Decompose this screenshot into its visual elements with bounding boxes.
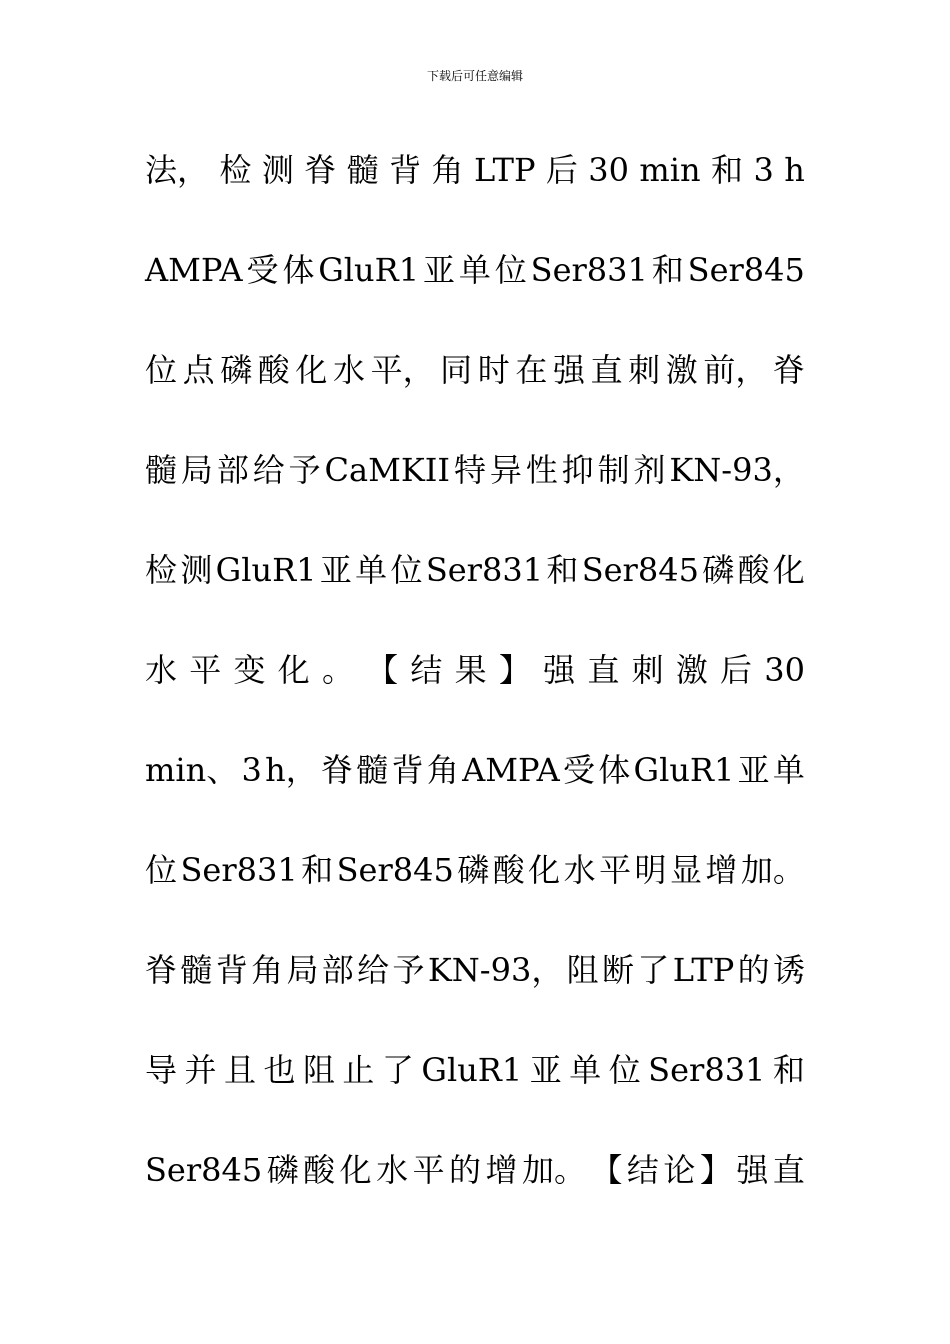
text-segment: GluR1 [633,751,735,789]
header-note: 下载后可任意编辑 [426,69,523,83]
text-segment: 同 [440,351,473,389]
text-segment: 加。 [740,851,805,889]
text-segment: 强 [543,651,576,689]
text-segment: 直 [590,351,623,389]
text-segment: 位 [608,1051,641,1089]
text-line [145,920,805,1020]
text-segment: AMPA [145,251,243,289]
text-segment: 果 [454,651,487,689]
text-segment: 位 [390,551,423,589]
text-segment: 测 [261,151,294,189]
text-segment: 检 [145,551,178,589]
text-segment: 了 [381,1051,414,1089]
text-segment: 平， [370,351,435,389]
text-segment: 和 [772,1051,805,1089]
text-segment: 水 [376,1151,409,1189]
text-segment: 的 [449,1151,482,1189]
text-segment: 增 [485,1151,518,1189]
text-segment: 测 [180,551,213,589]
text-segment: 前， [703,351,768,389]
text-segment: h [784,151,805,189]
text-segment: 体 [282,251,315,289]
text-segment: 】 [699,1151,732,1189]
text-segment: 脊 [320,751,353,789]
text-segment: 角 [426,751,459,789]
text-segment: 。 [321,651,354,689]
text-segment: Ser845 [581,551,699,589]
text-line [145,120,805,220]
text-segment: 后 [545,151,578,189]
text-segment: LTP [473,151,536,189]
text-segment: 酸 [303,1151,336,1189]
text-line [145,420,805,520]
text-segment: 平 [412,1151,445,1189]
text-segment: 导 [145,1051,178,1089]
text-segment: 单 [772,751,805,789]
text-segment: 3 [241,751,262,789]
text-line [145,520,805,620]
text-segment: KN-93， [669,451,805,489]
text-segment: 单 [458,251,491,289]
text-segment: 刺 [631,651,664,689]
text-segment: 阻 [566,951,599,989]
text-segment: 论 [663,1151,696,1189]
text-segment: 化 [277,651,310,689]
text-segment: LTP [672,951,735,989]
text-segment: 水 [145,651,178,689]
text-segment: 位 [145,851,178,889]
text-segment: 3 [753,151,774,189]
text-segment: AMPA [462,751,560,789]
text-segment: 髓 [145,451,178,489]
text-segment: 和 [711,151,744,189]
text-segment: 角 [251,951,284,989]
text-segment: 也 [263,1051,296,1089]
text-segment: 变 [233,651,266,689]
text-segment: 明 [634,851,667,889]
text-line [145,320,805,420]
text-segment: 抑 [561,451,594,489]
text-segment: 角 [431,151,464,189]
text-segment: 背 [391,751,424,789]
text-segment: 断 [602,951,635,989]
text-segment: 酸 [492,851,525,889]
text-segment: 的 [737,951,770,989]
text-segment: 平 [599,851,632,889]
text-segment: 单 [355,551,388,589]
text-line [145,1020,805,1120]
text-segment: 结 [410,651,443,689]
text-segment: 予 [288,451,321,489]
text-segment: 位 [145,351,178,389]
text-segment: 【 [366,651,399,689]
text-segment: 和 [651,251,684,289]
text-segment: 化 [772,551,805,589]
text-segment: 髓 [180,951,213,989]
text-segment: 亚 [529,1051,562,1089]
text-segment: Ser831 [530,251,648,289]
text-segment: 体 [598,751,631,789]
text-segment: 增 [705,851,738,889]
text-segment: 受 [246,251,279,289]
text-segment: 和 [546,551,579,589]
text-segment: 特 [453,451,486,489]
text-segment: 结 [626,1151,659,1189]
text-segment: 磷 [702,551,735,589]
text-segment: 局 [180,451,213,489]
text-line [145,720,805,820]
text-segment: GluR1 [421,1051,523,1089]
text-segment: 亚 [319,551,352,589]
text-segment: Ser845 [336,851,454,889]
text-segment: 检 [219,151,252,189]
text-segment: 显 [669,851,702,889]
text-segment: 在 [515,351,548,389]
text-segment: 止 [342,1051,375,1089]
text-segment: 激 [675,651,708,689]
text-segment: h， [265,751,318,789]
text-segment: 后 [720,651,753,689]
text-segment: Ser831 [648,1051,766,1089]
text-segment: 刺 [628,351,661,389]
text-segment: 给 [252,451,285,489]
text-segment: KN-93， [427,951,564,989]
text-line [145,220,805,320]
body-text [145,120,805,1220]
text-line [145,620,805,720]
text-segment: 水 [563,851,596,889]
text-segment: 并 [184,1051,217,1089]
text-segment: min [639,151,701,189]
text-segment: 亚 [422,251,455,289]
text-segment: 激 [665,351,698,389]
text-segment: 化 [528,851,561,889]
text-segment: 单 [569,1051,602,1089]
text-segment: Ser831 [180,851,298,889]
text-segment: 脊 [145,951,178,989]
text-segment: 法， [145,151,210,189]
text-line [145,1120,805,1220]
text-segment: 背 [215,951,248,989]
text-segment: 加。 [521,1151,586,1189]
text-segment: 了 [637,951,670,989]
text-segment: 诱 [772,951,805,989]
text-segment: Ser831 [425,551,544,589]
text-segment: 化 [339,1151,372,1189]
text-segment: 酸 [257,351,290,389]
text-segment: 制 [597,451,630,489]
text-segment: GluR1 [318,251,420,289]
text-segment: 剂 [633,451,666,489]
text-segment: 时 [477,351,510,389]
text-segment: 受 [562,751,595,789]
text-segment: 磷 [457,851,490,889]
text-segment: 直 [587,651,620,689]
text-segment: 和 [301,851,334,889]
text-segment: 磷 [266,1151,299,1189]
text-segment: CaMKII [324,451,451,489]
text-segment: 磷 [220,351,253,389]
text-segment: 直 [772,1151,805,1189]
text-segment: 位 [494,251,527,289]
text-segment: 脊 [772,351,805,389]
text-segment: 30 [588,151,630,189]
text-segment: 予 [392,951,425,989]
text-segment: 性 [525,451,558,489]
text-segment: 强 [736,1151,769,1189]
text-segment: 水 [332,351,365,389]
text-segment: 点 [182,351,215,389]
text-segment: 阻 [302,1051,335,1089]
text-segment: 部 [321,951,354,989]
text-segment: 给 [357,951,390,989]
text-line [145,820,805,920]
text-segment: 平 [189,651,222,689]
text-segment: 背 [389,151,422,189]
text-segment: GluR1 [215,551,317,589]
text-segment: Ser845 [145,1151,263,1189]
text-segment: min、 [145,751,239,789]
text-segment: 部 [216,451,249,489]
text-segment: 且 [223,1051,256,1089]
text-segment: 髓 [346,151,379,189]
text-segment: 强 [552,351,585,389]
text-segment: 异 [489,451,522,489]
text-segment: Ser845 [687,251,805,289]
text-segment: 局 [286,951,319,989]
text-segment: 【 [590,1151,623,1189]
text-segment: 髓 [356,751,389,789]
text-segment: 】 [498,651,531,689]
text-segment: 30 [764,651,805,689]
text-segment: 化 [295,351,328,389]
text-segment: 酸 [737,551,770,589]
text-segment: 脊 [304,151,337,189]
text-segment: 亚 [737,751,770,789]
